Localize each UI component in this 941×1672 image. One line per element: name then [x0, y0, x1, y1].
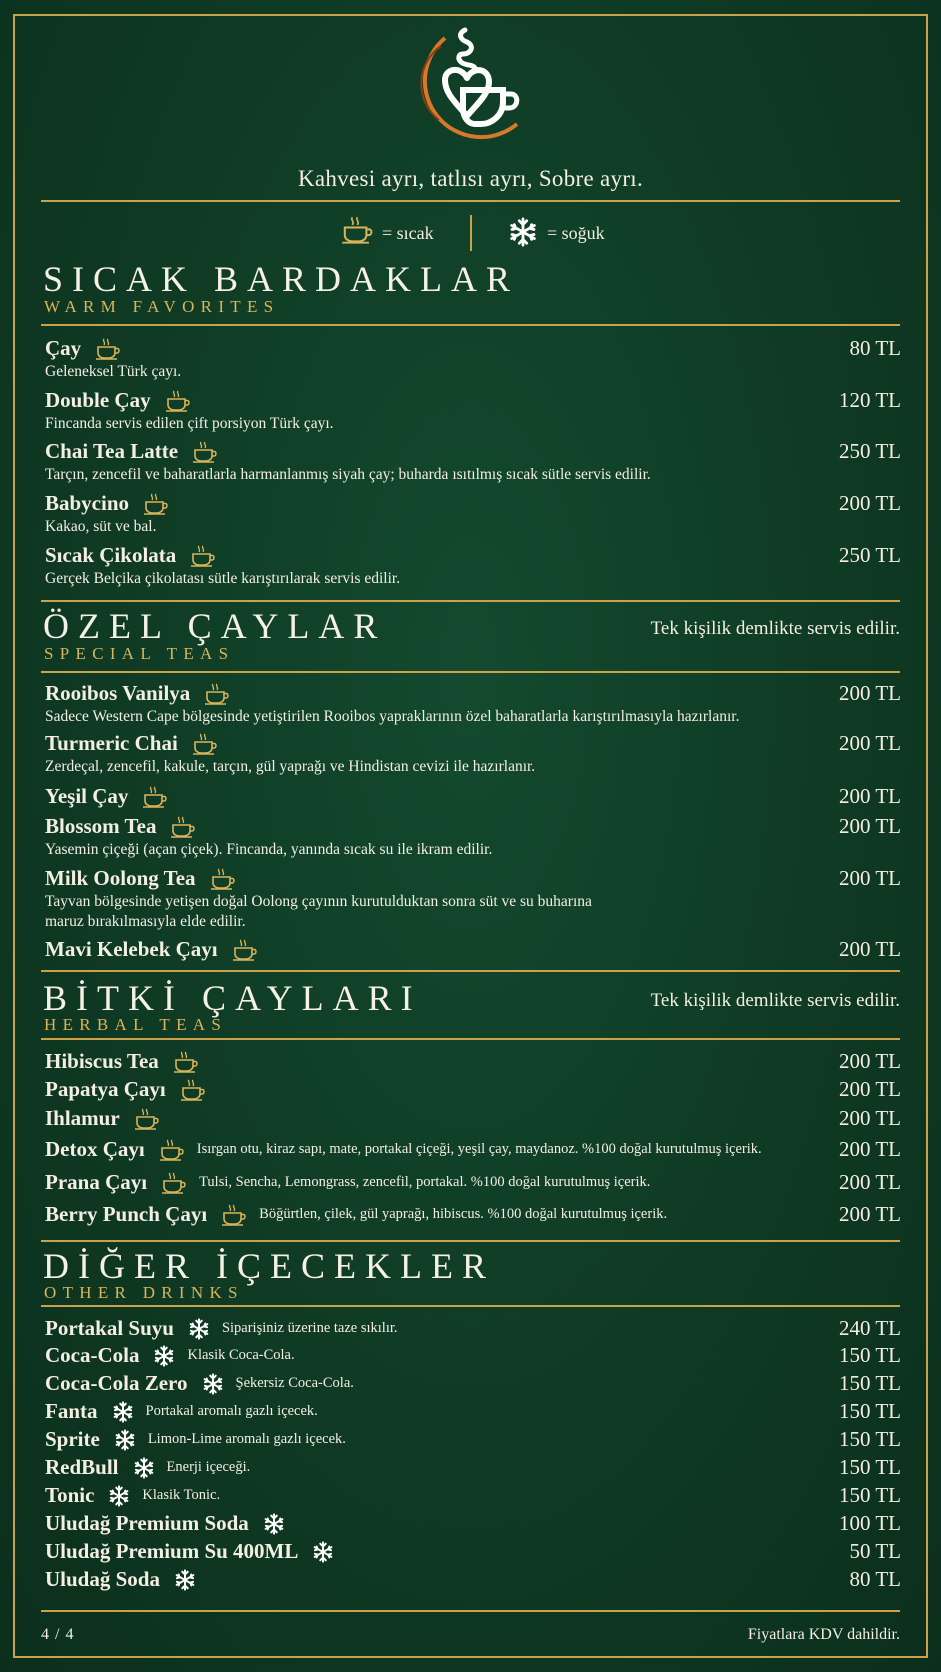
- item-name: [45, 937, 258, 962]
- item-name: [45, 1483, 220, 1508]
- section-note-herbal: Tek kişilik demlikte servis edilir.: [650, 990, 900, 1011]
- item-name-text: Rooibos Vanilya: [45, 681, 191, 705]
- item-name: [45, 866, 236, 891]
- section-subtitle-special: SPECIAL TEAS: [44, 644, 235, 663]
- item-description: Şekersiz Coca-Cola.: [235, 1375, 354, 1391]
- item-price: 150 TL: [838, 1455, 901, 1479]
- section-title-herbal: BİTKİ ÇAYLARI: [43, 978, 422, 1018]
- item-description: Siparişiniz üzerine taze sıkılır.: [221, 1320, 398, 1336]
- item-name: [45, 1539, 334, 1564]
- menu-item: [45, 1483, 901, 1507]
- item-price: 200 TL: [838, 681, 901, 705]
- menu-item: [45, 937, 901, 961]
- snowflake-icon: [153, 1345, 175, 1367]
- snowflake-icon: [508, 217, 538, 247]
- item-name-text: Çay: [45, 336, 82, 360]
- item-price: 200 TL: [838, 491, 901, 515]
- item-name-text: Babycino: [45, 491, 130, 515]
- snowflake-icon: [112, 1401, 134, 1423]
- item-description: Klasik Tonic.: [142, 1487, 221, 1503]
- coffee-cup-icon: [95, 338, 121, 360]
- menu-item: [45, 1455, 901, 1479]
- item-name: [45, 1170, 650, 1195]
- section-subtitle-other: OTHER DRINKS: [44, 1283, 244, 1302]
- item-description: Tulsi, Sencha, Lemongrass, zencefil, portakal. %100 doğal kurutulmuş içerik.: [199, 1174, 651, 1190]
- item-description: Tarçın, zencefil ve baharatlarla harmanlanmış siyah çay; buharda ısıtılmış sıcak sütle servis edilir.: [45, 466, 651, 483]
- coffee-cup-icon: [192, 733, 218, 755]
- item-name-text: Sıcak Çikolata: [45, 543, 177, 567]
- section-title-warm: SICAK BARDAKLAR: [43, 259, 520, 299]
- item-name-text: Double Çay: [45, 388, 151, 412]
- coffee-cup-icon: [190, 545, 216, 567]
- divider: [41, 324, 900, 326]
- item-name-text: Chai Tea Latte: [45, 439, 179, 463]
- menu-item: [45, 1539, 901, 1563]
- coffee-cup-icon: [180, 1079, 206, 1101]
- menu-item: [45, 491, 901, 535]
- coffee-cup-icon: [161, 1172, 187, 1194]
- coffee-cup-icon: [221, 1204, 247, 1226]
- divider: [41, 600, 900, 602]
- menu-item: [45, 1399, 901, 1423]
- item-description: Portakal aromalı gazlı içecek.: [145, 1403, 318, 1419]
- coffee-cup-icon: [232, 939, 258, 961]
- coffee-cup-icon: [142, 786, 168, 808]
- item-name-text: Tonic: [45, 1483, 95, 1507]
- snowflake-icon: [174, 1569, 196, 1591]
- coffee-cup-icon: [341, 216, 374, 244]
- item-price: 200 TL: [838, 1077, 901, 1101]
- item-name: [45, 681, 230, 706]
- item-name: [45, 336, 121, 361]
- item-description: maruz bırakılmasıyla elde edilir.: [45, 913, 246, 930]
- menu-item: [45, 1202, 901, 1226]
- item-description: Klasik Coca-Cola.: [187, 1347, 295, 1363]
- menu-item: [45, 866, 901, 930]
- item-name-text: Turmeric Chai: [45, 731, 178, 755]
- menu-item: [45, 1567, 901, 1591]
- coffee-cup-icon: [159, 1139, 185, 1161]
- item-description: Yasemin çiçeği (açan çiçek). Fincanda, yanında sıcak su ile ikram edilir.: [45, 841, 493, 858]
- item-price: 150 TL: [838, 1343, 901, 1367]
- divider: [41, 1305, 900, 1307]
- item-name-text: Uludağ Soda: [45, 1567, 160, 1591]
- item-name: [45, 1202, 667, 1227]
- item-name-text: Fanta: [45, 1399, 98, 1423]
- menu-item: [45, 1077, 901, 1101]
- item-price: 150 TL: [838, 1371, 901, 1395]
- menu-item: [45, 1137, 901, 1161]
- snowflake-icon: [312, 1541, 334, 1563]
- item-name: [45, 1371, 354, 1396]
- item-name-text: Blossom Tea: [45, 814, 157, 838]
- item-name: [45, 1567, 196, 1592]
- item-price: 200 TL: [838, 1049, 901, 1073]
- item-name: [45, 388, 191, 413]
- section-subtitle-warm: WARM FAVORITES: [44, 297, 280, 316]
- coffee-cup-icon: [143, 493, 169, 515]
- menu-item: [45, 731, 901, 775]
- snowflake-icon: [108, 1485, 130, 1507]
- coffee-cup-icon: [165, 390, 191, 412]
- menu-item: [45, 1316, 901, 1340]
- item-name-text: Prana Çayı: [45, 1170, 148, 1194]
- menu-item: [45, 1371, 901, 1395]
- item-name: [45, 1077, 206, 1102]
- item-description: Böğürtlen, çilek, gül yaprağı, hibiscus. %100 doğal kurutulmuş içerik.: [259, 1206, 668, 1222]
- item-price: 200 TL: [838, 1170, 901, 1194]
- snowflake-icon: [133, 1457, 155, 1479]
- footer-note: Fiyatlara KDV dahildir.: [747, 1626, 900, 1643]
- item-price: 200 TL: [838, 1202, 901, 1226]
- menu-item: [45, 439, 901, 483]
- menu-item: [45, 543, 901, 587]
- item-name-text: RedBull: [45, 1455, 119, 1479]
- item-price: 80 TL: [849, 1567, 901, 1591]
- item-name: [45, 1343, 295, 1368]
- menu-item: [45, 1427, 901, 1451]
- snowflake-icon: [114, 1429, 136, 1451]
- menu-item: [45, 1170, 901, 1194]
- item-name-text: Ihlamur: [45, 1106, 120, 1130]
- snowflake-icon: [202, 1373, 224, 1395]
- section-title-special: ÖZEL ÇAYLAR: [43, 606, 387, 646]
- item-price: 200 TL: [838, 784, 901, 808]
- item-name: [45, 814, 196, 839]
- item-price: 250 TL: [838, 543, 901, 567]
- item-description: Zerdeçal, zencefil, kakule, tarçın, gül yaprağı ve Hindistan cevizi ile hazırlanır.: [45, 758, 536, 775]
- coffee-cup-icon: [192, 441, 218, 463]
- menu-item: [45, 681, 901, 725]
- menu-item: [45, 388, 901, 432]
- item-name: [45, 1316, 398, 1341]
- page-number: 4 / 4: [41, 1626, 75, 1643]
- item-name-text: Milk Oolong Tea: [45, 866, 196, 890]
- item-price: 80 TL: [849, 336, 901, 360]
- item-name-text: Yeşil Çay: [45, 784, 129, 808]
- item-description: Kakao, süt ve bal.: [45, 518, 157, 535]
- legend-hot-label: = sıcak: [382, 223, 434, 243]
- divider: [41, 1038, 900, 1040]
- item-name-text: Uludağ Premium Su 400ML: [45, 1539, 299, 1563]
- divider: [41, 671, 900, 673]
- item-description: Isırgan otu, kiraz sapı, mate, portakal çiçeği, yeşil çay, maydanoz. %100 doğal kurutulmuş içerik.: [196, 1141, 762, 1157]
- item-price: 200 TL: [838, 731, 901, 755]
- item-name-text: Coca-Cola: [45, 1343, 140, 1367]
- coffee-cup-icon: [210, 868, 236, 890]
- item-price: 250 TL: [838, 439, 901, 463]
- item-price: 200 TL: [838, 1137, 901, 1161]
- menu-item: [45, 1511, 901, 1535]
- item-price: 100 TL: [838, 1511, 901, 1535]
- item-price: 200 TL: [838, 937, 901, 961]
- item-name-text: Portakal Suyu: [45, 1316, 174, 1340]
- item-description: Fincanda servis edilen çift porsiyon Türk çayı.: [45, 415, 334, 432]
- section-subtitle-herbal: HERBAL TEAS: [44, 1015, 228, 1034]
- cafe-logo: [405, 24, 535, 148]
- item-name: [45, 1455, 250, 1480]
- item-description: Enerji içeceği.: [166, 1459, 251, 1475]
- item-name: [45, 784, 168, 809]
- menu-item: [45, 1049, 901, 1073]
- item-name-text: Sprite: [45, 1427, 100, 1451]
- item-name-text: Coca-Cola Zero: [45, 1371, 188, 1395]
- coffee-cup-icon: [173, 1051, 199, 1073]
- item-name: [45, 1137, 762, 1162]
- item-name-text: Detox Çayı: [45, 1137, 145, 1161]
- item-price: 150 TL: [838, 1399, 901, 1423]
- item-name: [45, 731, 218, 756]
- menu-item: [45, 814, 901, 858]
- coffee-cup-icon: [204, 683, 230, 705]
- tagline: Kahvesi ayrı, tatlısı ayrı, Sobre ayrı.: [297, 166, 644, 191]
- divider: [41, 200, 900, 202]
- divider: [41, 1610, 900, 1612]
- item-name: [45, 439, 218, 464]
- menu-item: [45, 784, 901, 808]
- item-description: Tayvan bölgesinde yetişen doğal Oolong çayının kurutulduktan sonra süt ve su buharına: [45, 893, 592, 910]
- item-name: [45, 1106, 160, 1131]
- section-note-special: Tek kişilik demlikte servis edilir.: [650, 618, 900, 639]
- item-description: Gerçek Belçika çikolatası sütle karıştırılarak servis edilir.: [45, 570, 401, 587]
- item-description: Limon-Lime aromalı gazlı içecek.: [147, 1431, 346, 1447]
- item-name-text: Hibiscus Tea: [45, 1049, 159, 1073]
- snowflake-icon: [188, 1318, 210, 1340]
- menu-item: [45, 1106, 901, 1130]
- legend-separator: [470, 215, 472, 251]
- coffee-cup-icon: [134, 1108, 160, 1130]
- item-price: 200 TL: [838, 866, 901, 890]
- item-name: [45, 1049, 199, 1074]
- item-name-text: Papatya Çayı: [45, 1077, 166, 1101]
- item-price: 50 TL: [849, 1539, 901, 1563]
- menu-item: [45, 1343, 901, 1367]
- item-description: Sadece Western Cape bölgesinde yetiştirilen Rooibos yapraklarının özel baharatlarla karıştırılmasıyla hazırlanır.: [45, 708, 740, 725]
- item-description: Geleneksel Türk çayı.: [45, 363, 182, 380]
- item-name-text: Mavi Kelebek Çayı: [45, 937, 218, 961]
- item-price: 150 TL: [838, 1483, 901, 1507]
- item-name-text: Uludağ Premium Soda: [45, 1511, 249, 1535]
- item-price: 200 TL: [838, 1106, 901, 1130]
- item-price: 120 TL: [838, 388, 901, 412]
- snowflake-icon: [263, 1513, 285, 1535]
- item-name: [45, 1399, 318, 1424]
- item-name: [45, 543, 216, 568]
- item-name-text: Berry Punch Çayı: [45, 1202, 208, 1226]
- divider: [41, 970, 900, 972]
- item-name: [45, 1427, 346, 1452]
- menu-item: [45, 336, 901, 380]
- section-title-other: DİĞER İÇECEKLER: [43, 1246, 495, 1286]
- coffee-cup-icon: [170, 816, 196, 838]
- item-price: 200 TL: [838, 814, 901, 838]
- item-price: 240 TL: [838, 1316, 901, 1340]
- item-name: [45, 491, 169, 516]
- divider: [41, 1240, 900, 1242]
- item-name: [45, 1511, 285, 1536]
- legend-cold-label: = soğuk: [547, 223, 605, 243]
- icon-legend: [0, 213, 941, 253]
- item-price: 150 TL: [838, 1427, 901, 1451]
